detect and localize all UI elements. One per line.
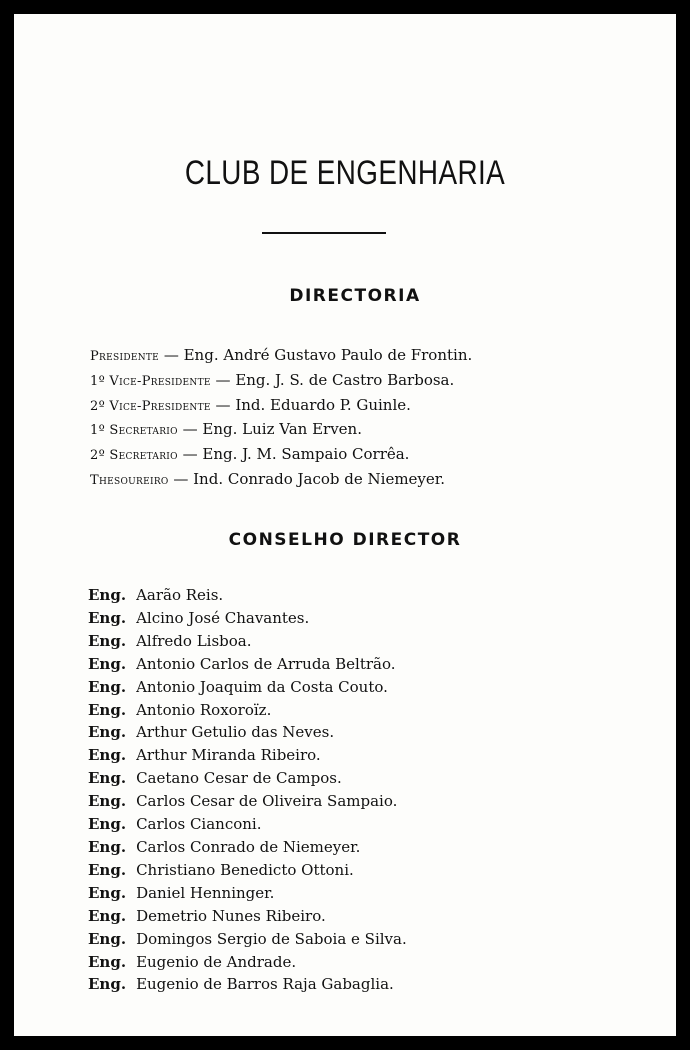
member-prefix: Eng. [88, 654, 127, 673]
list-item [88, 699, 407, 722]
member-name: Alfredo Lisboa. [136, 631, 252, 650]
member-name: Carlos Cesar de Oliveira Sampaio. [136, 792, 398, 811]
list-item [88, 584, 407, 607]
list-item [88, 767, 407, 790]
list-item [88, 813, 407, 836]
member-name: Arthur Miranda Ribeiro. [136, 746, 321, 765]
member-prefix: Eng. [88, 883, 127, 902]
list-item: 2º Vice-Presidente — Ind. Eduardo P. Guinle. [90, 395, 411, 414]
member-prefix: Eng. [88, 792, 127, 811]
officer-role: Thesoureiro [90, 472, 169, 488]
member-prefix: Eng. [88, 837, 127, 856]
officer-name: Eng. J. S. de Castro Barbosa. [235, 370, 455, 389]
member-prefix: Eng. [88, 929, 127, 948]
list-item [88, 882, 407, 905]
member-name: Christiano Benedicto Ottoni. [136, 860, 354, 879]
member-prefix: Eng. [88, 723, 127, 742]
member-name: Aarão Reis. [136, 586, 224, 604]
member-name: Domingos Sergio de Saboia e Silva. [136, 929, 407, 948]
list-item [88, 951, 407, 974]
member-name: Carlos Cianconi. [136, 815, 262, 834]
member-prefix: Eng. [88, 860, 127, 879]
officer-name: Eng. J. M. Sampaio Corrêa. [202, 445, 410, 464]
member-name: Carlos Conrado de Niemeyer. [136, 837, 361, 856]
list-item [88, 973, 407, 996]
document-page [14, 14, 676, 1036]
list-item: 2º Secretario — Eng. J. M. Sampaio Corrêa. [90, 445, 410, 464]
list-item [88, 721, 407, 744]
officer-name: Ind. Conrado Jacob de Niemeyer. [193, 469, 446, 488]
member-prefix: Eng. [88, 975, 127, 994]
conselho-list [88, 584, 407, 996]
member-name: Alcino José Chavantes. [136, 608, 310, 627]
list-item: Presidente — Eng. André Gustavo Paulo de Frontin. [90, 346, 473, 364]
member-name: Antonio Joaquim da Costa Couto. [136, 677, 388, 696]
list-item [88, 653, 407, 676]
officer-role: Presidente [90, 349, 160, 364]
member-prefix: Eng. [88, 677, 127, 696]
officer-name: Ind. Eduardo P. Guinle. [235, 395, 411, 414]
member-name: Arthur Getulio das Neves. [136, 723, 335, 742]
list-item: Thesoureiro — Ind. Conrado Jacob de Niemeyer. [90, 469, 446, 488]
list-item [88, 859, 407, 882]
member-prefix: Eng. [88, 906, 127, 925]
list-item: 1º Vice-Presidente — Eng. J. S. de Castro Barbosa. [90, 370, 455, 389]
officer-name: Eng. André Gustavo Paulo de Frontin. [183, 346, 473, 364]
member-name: Daniel Henninger. [136, 883, 275, 902]
officer-role: 2º Vice-Presidente [90, 398, 211, 414]
member-prefix: Eng. [88, 586, 127, 604]
list-item [88, 744, 407, 767]
member-name: Eugenio de Andrade. [136, 952, 297, 971]
member-prefix: Eng. [88, 608, 127, 627]
officer-role: 1º Secretario [90, 423, 178, 439]
title-divider [262, 232, 386, 234]
conselho-heading: CONSELHO DIRECTOR [228, 530, 462, 550]
member-name: Antonio Roxoroïz. [136, 700, 272, 719]
officer-role: 2º Secretario [90, 448, 178, 464]
list-item [88, 790, 407, 813]
list-item [88, 630, 407, 653]
directoria-heading: DIRECTORIA [289, 286, 421, 306]
page-title: CLUB DE ENGENHARIA [184, 154, 506, 192]
member-name: Antonio Carlos de Arruda Beltrão. [136, 654, 396, 673]
list-item [88, 905, 407, 928]
member-name: Demetrio Nunes Ribeiro. [136, 906, 326, 925]
list-item [88, 836, 407, 859]
member-name: Caetano Cesar de Campos. [136, 769, 342, 788]
member-prefix: Eng. [88, 700, 127, 719]
list-item: 1º Secretario — Eng. Luiz Van Erven. [90, 420, 362, 439]
officer-role: 1º Vice-Presidente [90, 373, 211, 389]
member-prefix: Eng. [88, 769, 127, 788]
list-item [88, 928, 407, 951]
member-name: Eugenio de Barros Raja Gabaglia. [136, 975, 394, 994]
officer-name: Eng. Luiz Van Erven. [202, 420, 362, 439]
list-item [88, 607, 407, 630]
directoria-list [90, 344, 472, 493]
member-prefix: Eng. [88, 746, 127, 765]
list-item [88, 676, 407, 699]
member-prefix: Eng. [88, 952, 127, 971]
member-prefix: Eng. [88, 631, 127, 650]
member-prefix: Eng. [88, 815, 127, 834]
